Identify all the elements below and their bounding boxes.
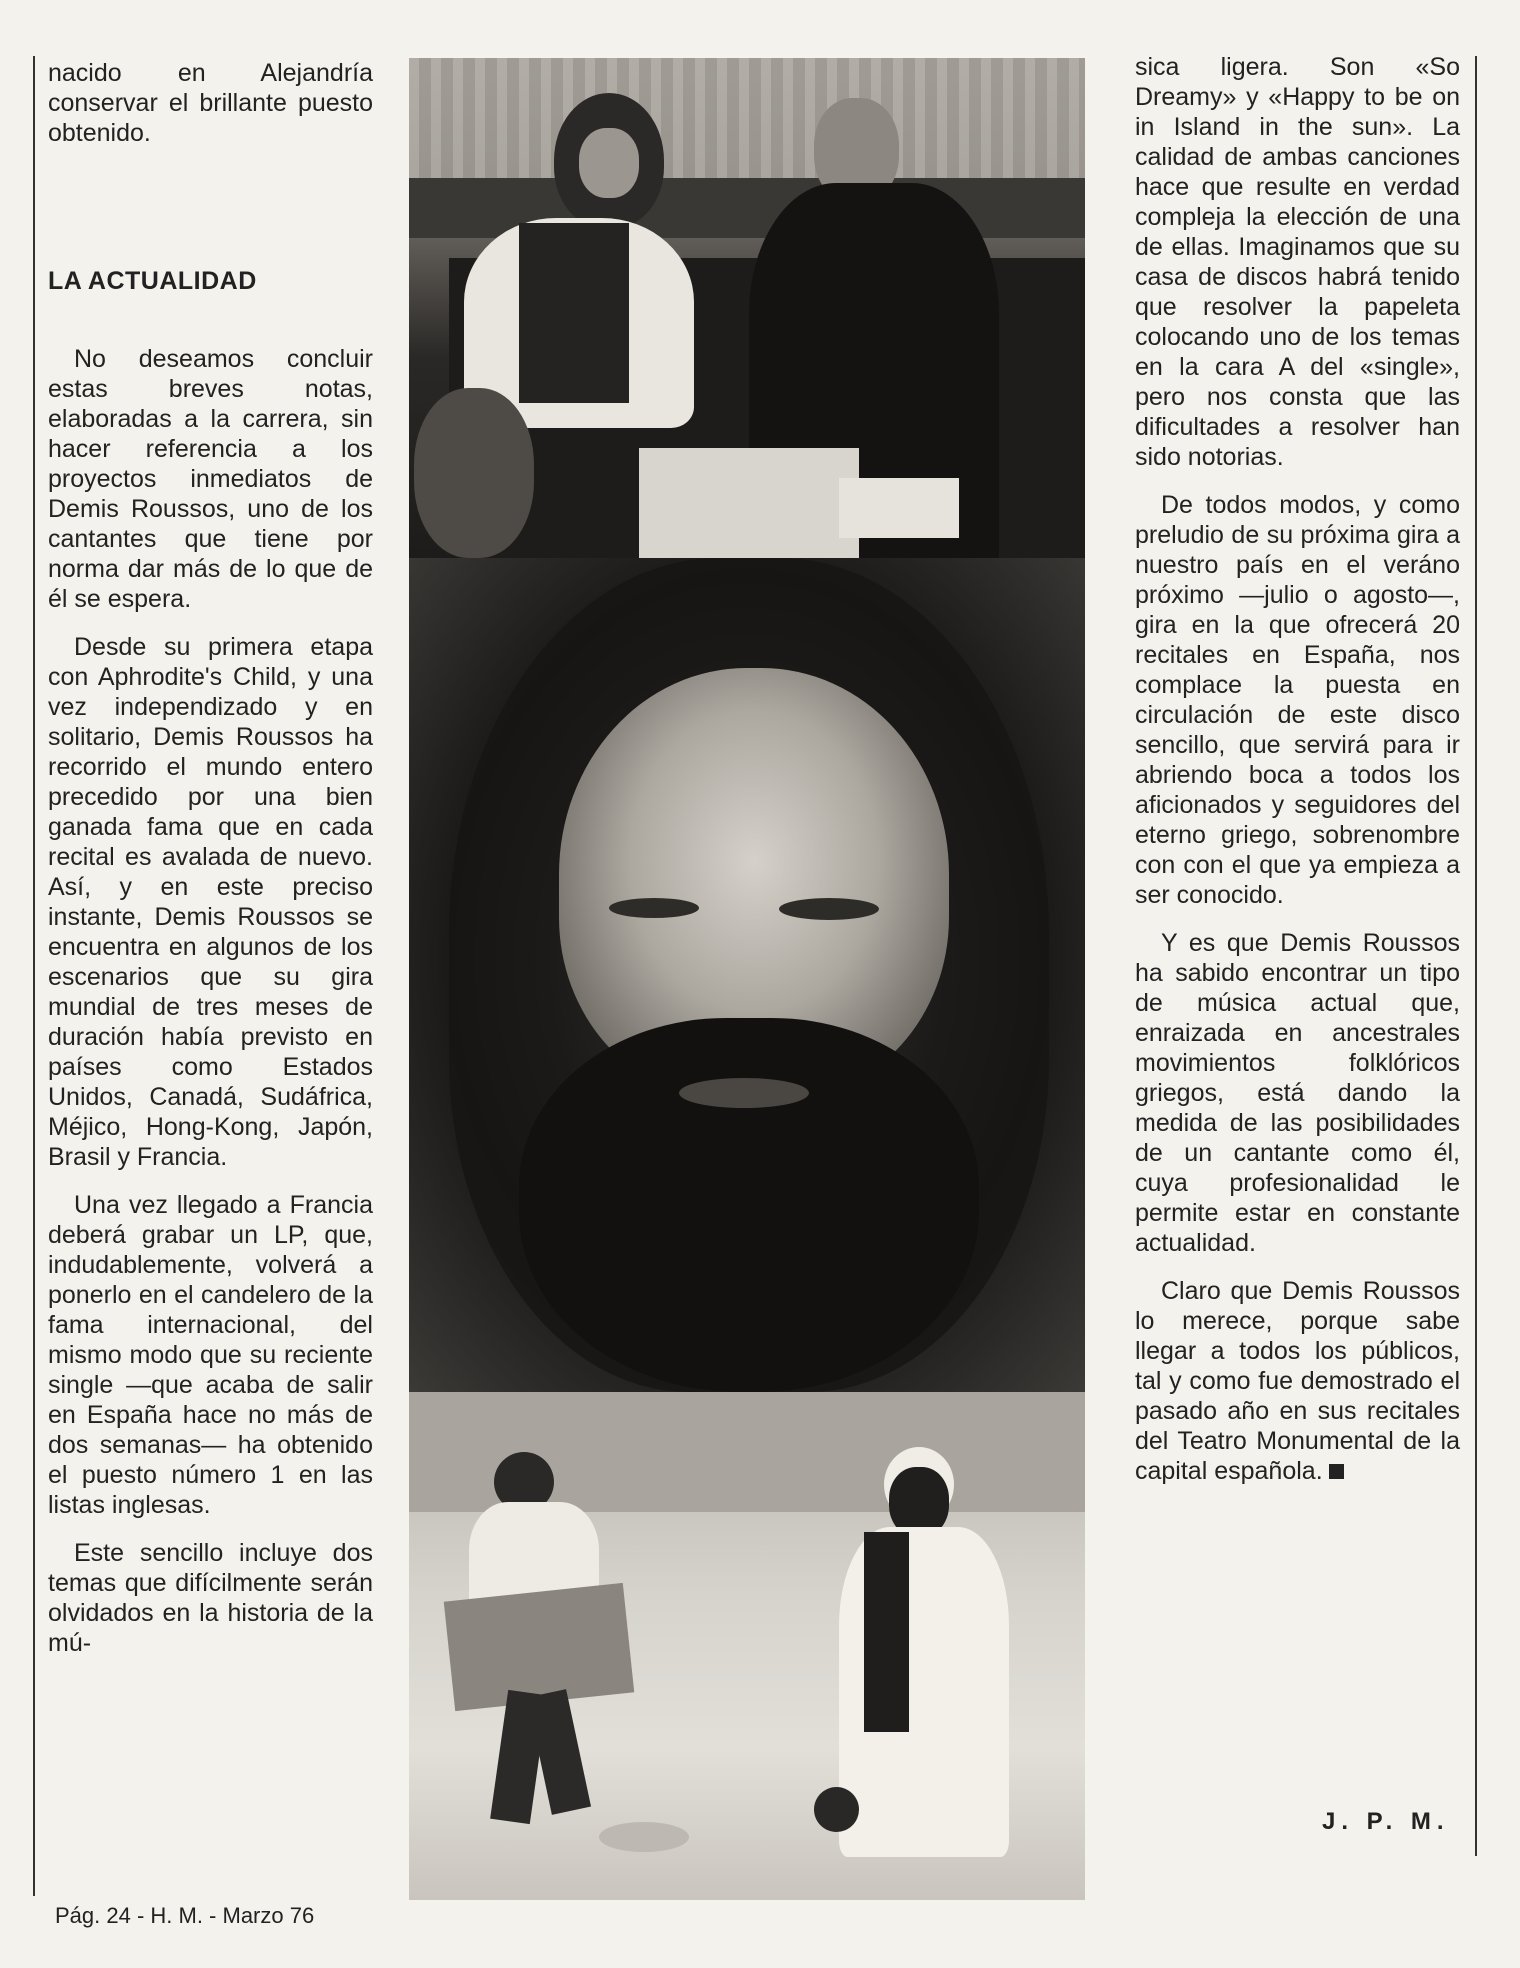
left-column-rule [33, 56, 35, 1896]
right-text-column [1135, 52, 1460, 1486]
final-paragraph-text: Claro que Demis Roussos lo merece, porque sabe llegar a todos los públicos, tal y como fue demostrado el pasado año en sus recitales del Teatro Monumental de la capital española. [1135, 1277, 1460, 1485]
intro-paragraph: nacido en Alejandría conservar el brillante puesto obtenido. [48, 59, 373, 147]
left-text-column [48, 58, 373, 1658]
paragraph: Desde su primera etapa con Aphrodite's Child, y una vez independizado y en solitario, Demis Roussos ha recorrido el mundo entero precedido por una bien ganada fama que en cada recital es avalada de nuevo. Así, y en este preciso instante, Demis Roussos se encuentra en algunos de los escenarios que su gira mundial de tres meses de duración había previsto en países como Estados Unidos, Canadá, Sudáfrica, Méjico, Hong-Kong, Japón, Brasil y Francia. [48, 633, 373, 1171]
page-footer: Pág. 24 - H. M. - Marzo 76 [55, 1903, 315, 1928]
paragraph: sica ligera. Son «So Dreamy» y «Happy to be on in Island in the sun». La calidad de ambas canciones hace que resulte en verdad compleja la elección de una de ellas. Imaginamos que su casa de discos habrá tenido que resolver la papeleta colocando uno de los temas en la cara A del «single», pero nos consta que las dificultades a resolver han sido notorias. [1135, 53, 1460, 471]
photo-beach-scene [409, 1392, 1085, 1900]
photo-portrait-closeup [409, 558, 1085, 1392]
final-paragraph [1135, 1276, 1460, 1486]
paragraph: Y es que Demis Roussos ha sabido encontrar un tipo de música actual que, enraizada en ancestrales movimientos folklóricos griegos, está dando la medida de las posibilidades de un cantante como él, cuya profesionalidad le permite estar en constante actualidad. [1135, 929, 1460, 1257]
paragraph: No deseamos concluir estas breves notas, elaboradas a la carrera, sin hacer referencia a los proyectos inmediatos de Demis Roussos, uno de los cantantes que tiene por norma dar más de lo que de él se espera. [48, 345, 373, 613]
paragraph: Una vez llegado a Francia deberá grabar un LP, que, indudablemente, volverá a ponerlo en el candelero de la fama internacional, del mismo modo que su reciente single —que acaba de salir en España hace no más de dos semanas— ha obtenido el puesto número 1 en las listas inglesas. [48, 1191, 373, 1519]
author-signature: J. P. M. [1322, 1808, 1450, 1835]
paragraph: De todos modos, y como preludio de su próxima gira a nuestro país en el veráno próximo —julio o agosto—, gira en la que ofrecerá 20 recitales en España, nos complace la puesta en circulación de este disco sencillo, que servirá para ir abriendo boca a todos los aficionados y seguidores del eterno griego, sobrenombre con con el que ya empieza a ser conocido. [1135, 491, 1460, 909]
paragraph: Este sencillo incluye dos temas que difícilmente serán olvidados en la historia de la mú- [48, 1539, 373, 1657]
end-mark-icon [1329, 1464, 1344, 1479]
section-heading: LA ACTUALIDAD [48, 267, 257, 295]
photo-interview-seated [409, 58, 1085, 558]
right-column-rule [1475, 56, 1477, 1856]
